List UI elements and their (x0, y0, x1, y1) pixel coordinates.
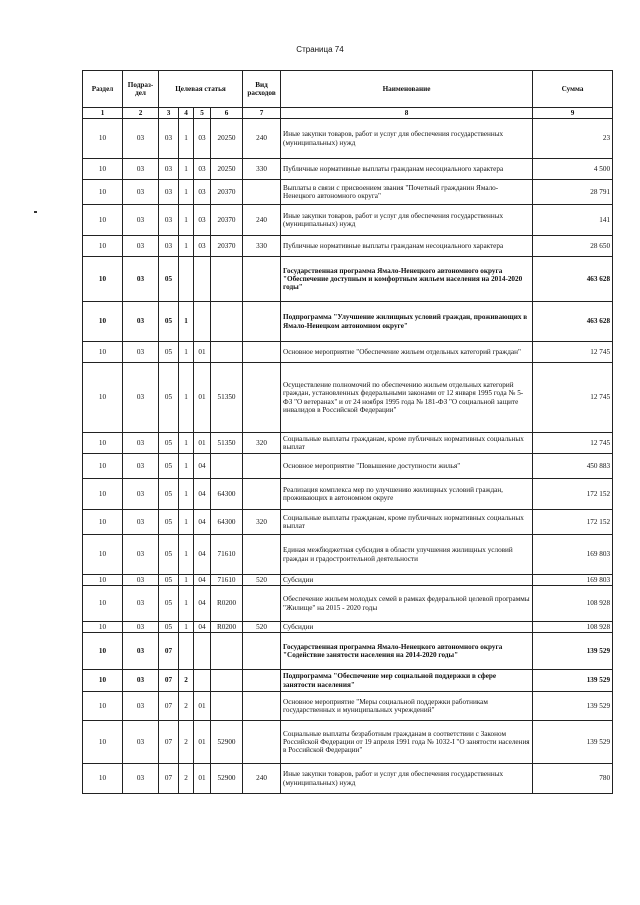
cell-summa: 139 529 (533, 692, 613, 721)
col-number: 3 (159, 108, 179, 119)
cell-naimenovanie: Социальные выплаты безработным гражданам в соответствии с Законом Российской Федерации от 19 апреля 1991 года № 1032-I "О занятости населения в Российской Федерации" (281, 721, 533, 764)
col-number: 9 (533, 108, 613, 119)
cell-celevaya-3: 04 (194, 586, 211, 622)
cell-celevaya-2: 2 (179, 670, 194, 692)
table-row (83, 236, 613, 257)
cell-naimenovanie: Социальные выплаты гражданам, кроме публичных нормативных социальных выплат (281, 433, 533, 454)
cell-summa: 28 650 (533, 236, 613, 257)
cell-razdel: 10 (83, 692, 123, 721)
col-number: 4 (179, 108, 194, 119)
cell-celevaya-4 (211, 454, 243, 479)
cell-celevaya-3: 01 (194, 764, 211, 794)
header-celevaya: Целевая статья (159, 71, 243, 108)
header-naimenovanie: Наименование (281, 71, 533, 108)
page-header: Страница 74 (296, 45, 344, 54)
cell-celevaya-2: 1 (179, 180, 194, 205)
cell-celevaya-1: 03 (159, 205, 179, 236)
table-row (83, 633, 613, 670)
cell-razdel: 10 (83, 180, 123, 205)
cell-razdel: 10 (83, 119, 123, 159)
table-row (83, 692, 613, 721)
cell-celevaya-3: 03 (194, 180, 211, 205)
cell-naimenovanie: Иные закупки товаров, работ и услуг для обеспечения государственных (муниципальных) нужд (281, 205, 533, 236)
table-row (83, 764, 613, 794)
cell-vid: 330 (243, 159, 281, 180)
cell-naimenovanie: Публичные нормативные выплаты гражданам несоциального характера (281, 159, 533, 180)
cell-podrazdel: 03 (123, 342, 159, 363)
cell-celevaya-3: 04 (194, 622, 211, 633)
table-body (83, 119, 613, 794)
cell-celevaya-4: 20370 (211, 236, 243, 257)
scan-mark (34, 211, 37, 213)
cell-vid: 320 (243, 510, 281, 535)
cell-celevaya-3: 03 (194, 205, 211, 236)
cell-podrazdel: 03 (123, 586, 159, 622)
cell-summa: 780 (533, 764, 613, 794)
header-summa: Сумма (533, 71, 613, 108)
cell-summa: 23 (533, 119, 613, 159)
table-row (83, 205, 613, 236)
table-row (83, 535, 613, 575)
cell-summa: 172 152 (533, 510, 613, 535)
cell-celevaya-2: 1 (179, 479, 194, 510)
cell-celevaya-3: 01 (194, 692, 211, 721)
cell-celevaya-1: 05 (159, 586, 179, 622)
header-razdel: Раздел (83, 71, 123, 108)
table-row (83, 342, 613, 363)
cell-celevaya-2: 1 (179, 119, 194, 159)
cell-razdel: 10 (83, 363, 123, 433)
cell-summa: 139 529 (533, 721, 613, 764)
table-row (83, 479, 613, 510)
cell-celevaya-4: R0200 (211, 586, 243, 622)
cell-podrazdel: 03 (123, 159, 159, 180)
cell-celevaya-4 (211, 302, 243, 342)
cell-celevaya-4: 20250 (211, 159, 243, 180)
cell-podrazdel: 03 (123, 721, 159, 764)
cell-celevaya-3: 04 (194, 454, 211, 479)
cell-celevaya-3: 01 (194, 721, 211, 764)
cell-razdel: 10 (83, 670, 123, 692)
cell-razdel: 10 (83, 575, 123, 586)
cell-summa: 108 928 (533, 622, 613, 633)
cell-razdel: 10 (83, 622, 123, 633)
cell-razdel: 10 (83, 535, 123, 575)
cell-celevaya-1: 05 (159, 479, 179, 510)
cell-summa: 463 628 (533, 302, 613, 342)
cell-summa: 12 745 (533, 433, 613, 454)
cell-podrazdel: 03 (123, 180, 159, 205)
table-row (83, 433, 613, 454)
cell-podrazdel: 03 (123, 236, 159, 257)
cell-celevaya-4 (211, 257, 243, 302)
cell-celevaya-1: 07 (159, 633, 179, 670)
cell-podrazdel: 03 (123, 510, 159, 535)
cell-celevaya-3: 04 (194, 535, 211, 575)
table-row (83, 586, 613, 622)
table-row (83, 622, 613, 633)
cell-naimenovanie: Единая межбюджетная субсидия в области улучшения жилищных условий граждан и градостроительной деятельности (281, 535, 533, 575)
cell-celevaya-2 (179, 633, 194, 670)
cell-celevaya-2: 2 (179, 721, 194, 764)
cell-podrazdel: 03 (123, 764, 159, 794)
cell-summa: 108 928 (533, 586, 613, 622)
cell-celevaya-4 (211, 633, 243, 670)
cell-razdel: 10 (83, 586, 123, 622)
cell-naimenovanie: Публичные нормативные выплаты гражданам несоциального характера (281, 236, 533, 257)
cell-celevaya-1: 05 (159, 510, 179, 535)
cell-vid (243, 302, 281, 342)
cell-celevaya-1: 03 (159, 236, 179, 257)
cell-celevaya-4: R0200 (211, 622, 243, 633)
budget-table (82, 70, 613, 794)
cell-naimenovanie: Реализация комплекса мер по улучшению жилищных условий граждан, проживающих в автономном округе (281, 479, 533, 510)
cell-celevaya-4: 71610 (211, 575, 243, 586)
cell-celevaya-1: 03 (159, 119, 179, 159)
cell-celevaya-4: 20370 (211, 180, 243, 205)
cell-celevaya-2: 1 (179, 454, 194, 479)
cell-naimenovanie: Основное мероприятие "Меры социальной поддержки работникам государственных и муниципальных учреждений" (281, 692, 533, 721)
cell-celevaya-1: 03 (159, 159, 179, 180)
cell-naimenovanie: Государственная программа Ямало-Ненецкого автономного округа "Содействие занятости населения на 2014-2020 годы" (281, 633, 533, 670)
cell-celevaya-3: 03 (194, 159, 211, 180)
cell-celevaya-3: 03 (194, 119, 211, 159)
cell-naimenovanie: Субсидии (281, 622, 533, 633)
cell-celevaya-3 (194, 670, 211, 692)
cell-celevaya-1: 07 (159, 721, 179, 764)
cell-celevaya-3: 03 (194, 236, 211, 257)
cell-razdel: 10 (83, 510, 123, 535)
cell-vid: 520 (243, 622, 281, 633)
cell-summa: 141 (533, 205, 613, 236)
cell-celevaya-3 (194, 257, 211, 302)
cell-podrazdel: 03 (123, 119, 159, 159)
cell-celevaya-4: 64300 (211, 479, 243, 510)
cell-podrazdel: 03 (123, 479, 159, 510)
cell-celevaya-1: 05 (159, 342, 179, 363)
cell-vid (243, 363, 281, 433)
cell-vid (243, 454, 281, 479)
cell-summa: 450 883 (533, 454, 613, 479)
table-row (83, 257, 613, 302)
cell-razdel: 10 (83, 257, 123, 302)
header-vid: Вид расходов (243, 71, 281, 108)
cell-naimenovanie: Иные закупки товаров, работ и услуг для обеспечения государственных (муниципальных) нужд (281, 119, 533, 159)
cell-naimenovanie: Осуществление полномочий по обеспечению жильем отдельных категорий граждан, установленных федеральными законами от 12 января 1995 года № 5-ФЗ "О ветеранах" и от 24 ноября 1995 года № 181-ФЗ "О социальной защите инвалидов в Российской Федерации" (281, 363, 533, 433)
cell-naimenovanie: Основное мероприятие "Обеспечение жильем отдельных категорий граждан" (281, 342, 533, 363)
cell-vid (243, 721, 281, 764)
cell-razdel: 10 (83, 433, 123, 454)
cell-celevaya-4 (211, 692, 243, 721)
cell-celevaya-3: 01 (194, 342, 211, 363)
cell-vid: 240 (243, 205, 281, 236)
col-number: 6 (211, 108, 243, 119)
col-number: 7 (243, 108, 281, 119)
cell-celevaya-2: 1 (179, 302, 194, 342)
cell-podrazdel: 03 (123, 257, 159, 302)
cell-vid: 330 (243, 236, 281, 257)
cell-podrazdel: 03 (123, 363, 159, 433)
cell-razdel: 10 (83, 302, 123, 342)
cell-vid: 520 (243, 575, 281, 586)
cell-celevaya-1: 07 (159, 764, 179, 794)
cell-razdel: 10 (83, 764, 123, 794)
cell-celevaya-1: 07 (159, 670, 179, 692)
cell-celevaya-2: 2 (179, 764, 194, 794)
cell-celevaya-1: 05 (159, 302, 179, 342)
cell-celevaya-2: 1 (179, 363, 194, 433)
cell-naimenovanie: Государственная программа Ямало-Ненецкого автономного округа "Обеспечение доступным и комфортным жильем населения на 2014-2020 годы" (281, 257, 533, 302)
cell-celevaya-3: 01 (194, 433, 211, 454)
table-row (83, 721, 613, 764)
cell-podrazdel: 03 (123, 433, 159, 454)
table-row (83, 363, 613, 433)
table-row (83, 302, 613, 342)
cell-summa: 172 152 (533, 479, 613, 510)
cell-celevaya-3: 04 (194, 510, 211, 535)
cell-razdel: 10 (83, 479, 123, 510)
cell-celevaya-2: 1 (179, 622, 194, 633)
cell-podrazdel: 03 (123, 205, 159, 236)
cell-podrazdel: 03 (123, 535, 159, 575)
cell-razdel: 10 (83, 205, 123, 236)
cell-celevaya-4: 20370 (211, 205, 243, 236)
cell-celevaya-1: 05 (159, 433, 179, 454)
table-row (83, 159, 613, 180)
cell-celevaya-2: 1 (179, 205, 194, 236)
cell-celevaya-2 (179, 257, 194, 302)
cell-celevaya-3 (194, 633, 211, 670)
cell-celevaya-4: 20250 (211, 119, 243, 159)
cell-celevaya-1: 05 (159, 257, 179, 302)
cell-podrazdel: 03 (123, 670, 159, 692)
cell-podrazdel: 03 (123, 633, 159, 670)
cell-vid (243, 670, 281, 692)
table-row (83, 670, 613, 692)
cell-razdel: 10 (83, 454, 123, 479)
cell-razdel: 10 (83, 633, 123, 670)
cell-podrazdel: 03 (123, 692, 159, 721)
cell-celevaya-1: 05 (159, 454, 179, 479)
cell-celevaya-3: 04 (194, 575, 211, 586)
cell-podrazdel: 03 (123, 454, 159, 479)
cell-vid (243, 633, 281, 670)
cell-razdel: 10 (83, 236, 123, 257)
cell-celevaya-1: 05 (159, 363, 179, 433)
cell-vid: 240 (243, 119, 281, 159)
cell-naimenovanie: Подпрограмма "Улучшение жилищных условий граждан, проживающих в Ямало-Ненецком автономном округе" (281, 302, 533, 342)
cell-summa: 28 791 (533, 180, 613, 205)
cell-summa: 139 529 (533, 670, 613, 692)
cell-celevaya-2: 1 (179, 535, 194, 575)
cell-celevaya-2: 1 (179, 236, 194, 257)
cell-celevaya-4: 64300 (211, 510, 243, 535)
cell-naimenovanie: Субсидии (281, 575, 533, 586)
cell-celevaya-4 (211, 670, 243, 692)
cell-celevaya-2: 1 (179, 586, 194, 622)
cell-vid (243, 479, 281, 510)
table-row (83, 575, 613, 586)
cell-summa: 169 803 (533, 535, 613, 575)
cell-naimenovanie: Иные закупки товаров, работ и услуг для обеспечения государственных (муниципальных) нужд (281, 764, 533, 794)
cell-celevaya-1: 05 (159, 535, 179, 575)
cell-podrazdel: 03 (123, 622, 159, 633)
col-number: 8 (281, 108, 533, 119)
col-number: 1 (83, 108, 123, 119)
cell-celevaya-4: 51350 (211, 363, 243, 433)
cell-celevaya-2: 1 (179, 510, 194, 535)
cell-summa: 12 745 (533, 342, 613, 363)
cell-naimenovanie: Обеспечение жильем молодых семей в рамках федеральной целевой программы "Жилище" на 2015 - 2020 годы (281, 586, 533, 622)
cell-celevaya-2: 1 (179, 433, 194, 454)
cell-celevaya-2: 1 (179, 159, 194, 180)
cell-naimenovanie: Социальные выплаты гражданам, кроме публичных нормативных социальных выплат (281, 510, 533, 535)
cell-celevaya-4: 52900 (211, 764, 243, 794)
cell-summa: 169 803 (533, 575, 613, 586)
cell-celevaya-2: 1 (179, 575, 194, 586)
table-row (83, 119, 613, 159)
cell-podrazdel: 03 (123, 302, 159, 342)
cell-vid (243, 586, 281, 622)
cell-razdel: 10 (83, 342, 123, 363)
header-podrazdel: Подраз- дел (123, 71, 159, 108)
cell-celevaya-4 (211, 342, 243, 363)
cell-celevaya-1: 03 (159, 180, 179, 205)
cell-vid (243, 692, 281, 721)
cell-celevaya-1: 05 (159, 575, 179, 586)
cell-celevaya-3: 01 (194, 363, 211, 433)
cell-vid: 240 (243, 764, 281, 794)
cell-naimenovanie: Подпрограмма "Обеспечение мер социальной поддержки в сфере занятости населения" (281, 670, 533, 692)
cell-summa: 463 628 (533, 257, 613, 302)
cell-naimenovanie: Основное мероприятие "Повышение доступности жилья" (281, 454, 533, 479)
cell-razdel: 10 (83, 159, 123, 180)
cell-celevaya-3 (194, 302, 211, 342)
cell-podrazdel: 03 (123, 575, 159, 586)
col-number: 2 (123, 108, 159, 119)
cell-vid (243, 180, 281, 205)
cell-summa: 4 500 (533, 159, 613, 180)
cell-vid: 320 (243, 433, 281, 454)
cell-summa: 12 745 (533, 363, 613, 433)
cell-celevaya-3: 04 (194, 479, 211, 510)
table-row (83, 510, 613, 535)
cell-summa: 139 529 (533, 633, 613, 670)
cell-celevaya-2: 2 (179, 692, 194, 721)
cell-vid (243, 535, 281, 575)
col-number: 5 (194, 108, 211, 119)
cell-celevaya-2: 1 (179, 342, 194, 363)
cell-razdel: 10 (83, 721, 123, 764)
cell-celevaya-4: 71610 (211, 535, 243, 575)
cell-celevaya-1: 05 (159, 622, 179, 633)
cell-celevaya-1: 07 (159, 692, 179, 721)
cell-vid (243, 342, 281, 363)
cell-celevaya-4: 52900 (211, 721, 243, 764)
table-row (83, 180, 613, 205)
table-row (83, 454, 613, 479)
cell-celevaya-4: 51350 (211, 433, 243, 454)
cell-vid (243, 257, 281, 302)
cell-naimenovanie: Выплаты в связи с присвоением звания "Почетный гражданин Ямало-Ненецкого автономного округа" (281, 180, 533, 205)
